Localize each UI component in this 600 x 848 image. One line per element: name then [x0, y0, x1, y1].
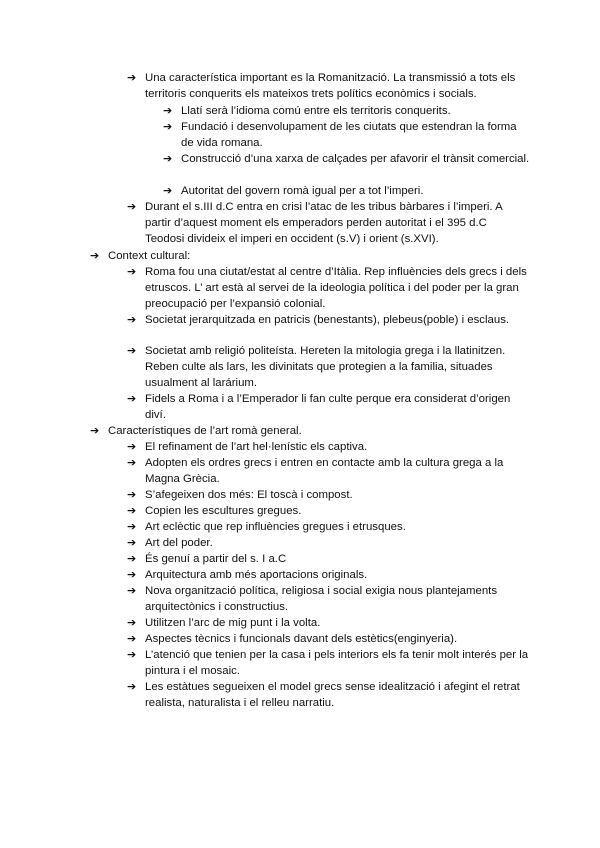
arrow-bullet-icon: ➔: [127, 200, 137, 213]
list-item: [127, 567, 529, 583]
list-item-text: Llatí serà l’idioma comú entre els territoris conquerits.: [181, 105, 451, 117]
arrow-bullet-icon: ➔: [127, 520, 137, 533]
list-item: [163, 151, 530, 167]
list-item: [127, 631, 529, 647]
arrow-bullet-icon: ➔: [127, 392, 137, 405]
list-item-text: Societat amb religió politeísta. Hereten la mitologia grega i la llatinitzen. Reben culte als lars, les divinitats que protegien a la familia, situades usualment al larárium.: [145, 345, 506, 390]
arrow-bullet-icon: ➔: [127, 616, 137, 629]
arrow-bullet-icon: ➔: [127, 440, 137, 453]
arrow-bullet-icon: ➔: [127, 313, 137, 326]
arrow-bullet-icon: ➔: [127, 552, 137, 565]
arrow-bullet-icon: ➔: [163, 120, 173, 133]
list-item: [127, 264, 529, 312]
list-item: [127, 70, 529, 102]
section-heading: [90, 423, 530, 439]
list-item-text: Adopten els ordres grecs i entren en contacte amb la cultura grega a la Magna Grècia.: [145, 457, 504, 486]
arrow-bullet-icon: ➔: [127, 488, 137, 501]
list-item-text: El refinament de l’art hel·lenístic els captiva.: [145, 441, 368, 453]
arrow-bullet-icon: ➔: [90, 424, 100, 437]
list-item-text: És genuí a partir del s. I a.C: [145, 553, 287, 565]
list-item-text: Utilitzen l’arc de mig punt i la volta.: [145, 617, 321, 629]
list-item-text: L’atenció que tenien per la casa i pels interiors els fa tenir molt interés per la pintura i el mosaic.: [145, 649, 529, 678]
section-heading: [90, 248, 530, 264]
list-item: [127, 503, 529, 519]
arrow-bullet-icon: ➔: [163, 184, 173, 197]
list-item-text: Construcció d’una xarxa de calçades per afavorir el trànsit comercial.: [181, 153, 530, 165]
list-item-text: Fidels a Roma i a l’Emperador li fan culte perque era considerat d’origen diví.: [145, 393, 511, 422]
arrow-bullet-icon: ➔: [127, 632, 137, 645]
list-item: [127, 551, 529, 567]
list-item-text: Nova organització política, religiosa i social exigia nous plantejaments arquitectònics i constructius.: [145, 585, 498, 614]
list-item-text: Les estàtues segueixen el model grecs sense idealització i afegint el retrat realista, naturalista i el relleu narratiu.: [145, 681, 520, 710]
arrow-bullet-icon: ➔: [127, 584, 137, 597]
list-item-text: Durant el s.III d.C entra en crisi l’atac de les tribus bàrbares i l’imperi. A partir d’aquest moment els emperadors perden autoritat i el 395 d.C Teodosi divideix el imperi en occident (s.V) i orient (s.XVI).: [145, 201, 503, 246]
arrow-bullet-icon: ➔: [127, 71, 137, 84]
arrow-bullet-icon: ➔: [127, 680, 137, 693]
list-item: [163, 183, 530, 199]
list-item-text: S’afegeixen dos més: El toscà i compost.: [145, 489, 353, 501]
list-item: [127, 439, 529, 455]
arrow-bullet-icon: ➔: [127, 456, 137, 469]
list-item: [127, 455, 529, 487]
list-item: [127, 199, 529, 247]
list-item-text: Arquitectura amb més aportacions originals.: [145, 569, 368, 581]
list-item-text: Roma fou una ciutat/estat al centre d’Itàlia. Rep influències dels grecs i dels etruscos. L’ art està al servei de la ideologia política i del poder per la gran preocupació per l’expansió colonial.: [145, 266, 527, 311]
arrow-bullet-icon: ➔: [127, 504, 137, 517]
arrow-bullet-icon: ➔: [127, 648, 137, 661]
arrow-bullet-icon: ➔: [90, 249, 100, 262]
arrow-bullet-icon: ➔: [127, 536, 137, 549]
list-item-text: Societat jerarquitzada en patricis (benestants), plebeus(poble) i esclaus.: [145, 314, 510, 326]
list-item: [127, 647, 529, 679]
list-item: [127, 312, 529, 328]
section-heading-text: Context cultural:: [108, 250, 191, 262]
list-item: [127, 615, 529, 631]
list-item: [163, 103, 530, 119]
list-item: [127, 487, 529, 503]
list-item-text: Art eclèctic que rep influències gregues i etrusques.: [145, 521, 406, 533]
section-heading-text: Característiques de l’art romà general.: [108, 425, 302, 437]
list-item: [127, 679, 529, 711]
arrow-bullet-icon: ➔: [163, 104, 173, 117]
list-item-text: Copien les escultures gregues.: [145, 505, 302, 517]
list-item-text: Aspectes tècnics i funcionals davant dels estètics(enginyeria).: [145, 633, 458, 645]
list-item: [127, 535, 529, 551]
arrow-bullet-icon: ➔: [127, 265, 137, 278]
list-item-text: Autoritat del govern romà igual per a tot l’imperi.: [181, 185, 424, 197]
arrow-bullet-icon: ➔: [127, 568, 137, 581]
list-item-text: Una característica important es la Romanització. La transmissió a tots els territoris conquerits els mateixos trets polítics econòmics i socials.: [145, 72, 516, 101]
list-item: [127, 583, 529, 615]
arrow-bullet-icon: ➔: [127, 344, 137, 357]
list-item-text: Art del poder.: [145, 537, 213, 549]
list-item: [127, 391, 529, 423]
arrow-bullet-icon: ➔: [163, 152, 173, 165]
list-item-text: Fundació i desenvolupament de les ciutats que estendran la forma de vida romana.: [181, 121, 517, 150]
list-item: [127, 519, 529, 535]
list-item: [127, 343, 529, 391]
list-item: [163, 119, 530, 151]
